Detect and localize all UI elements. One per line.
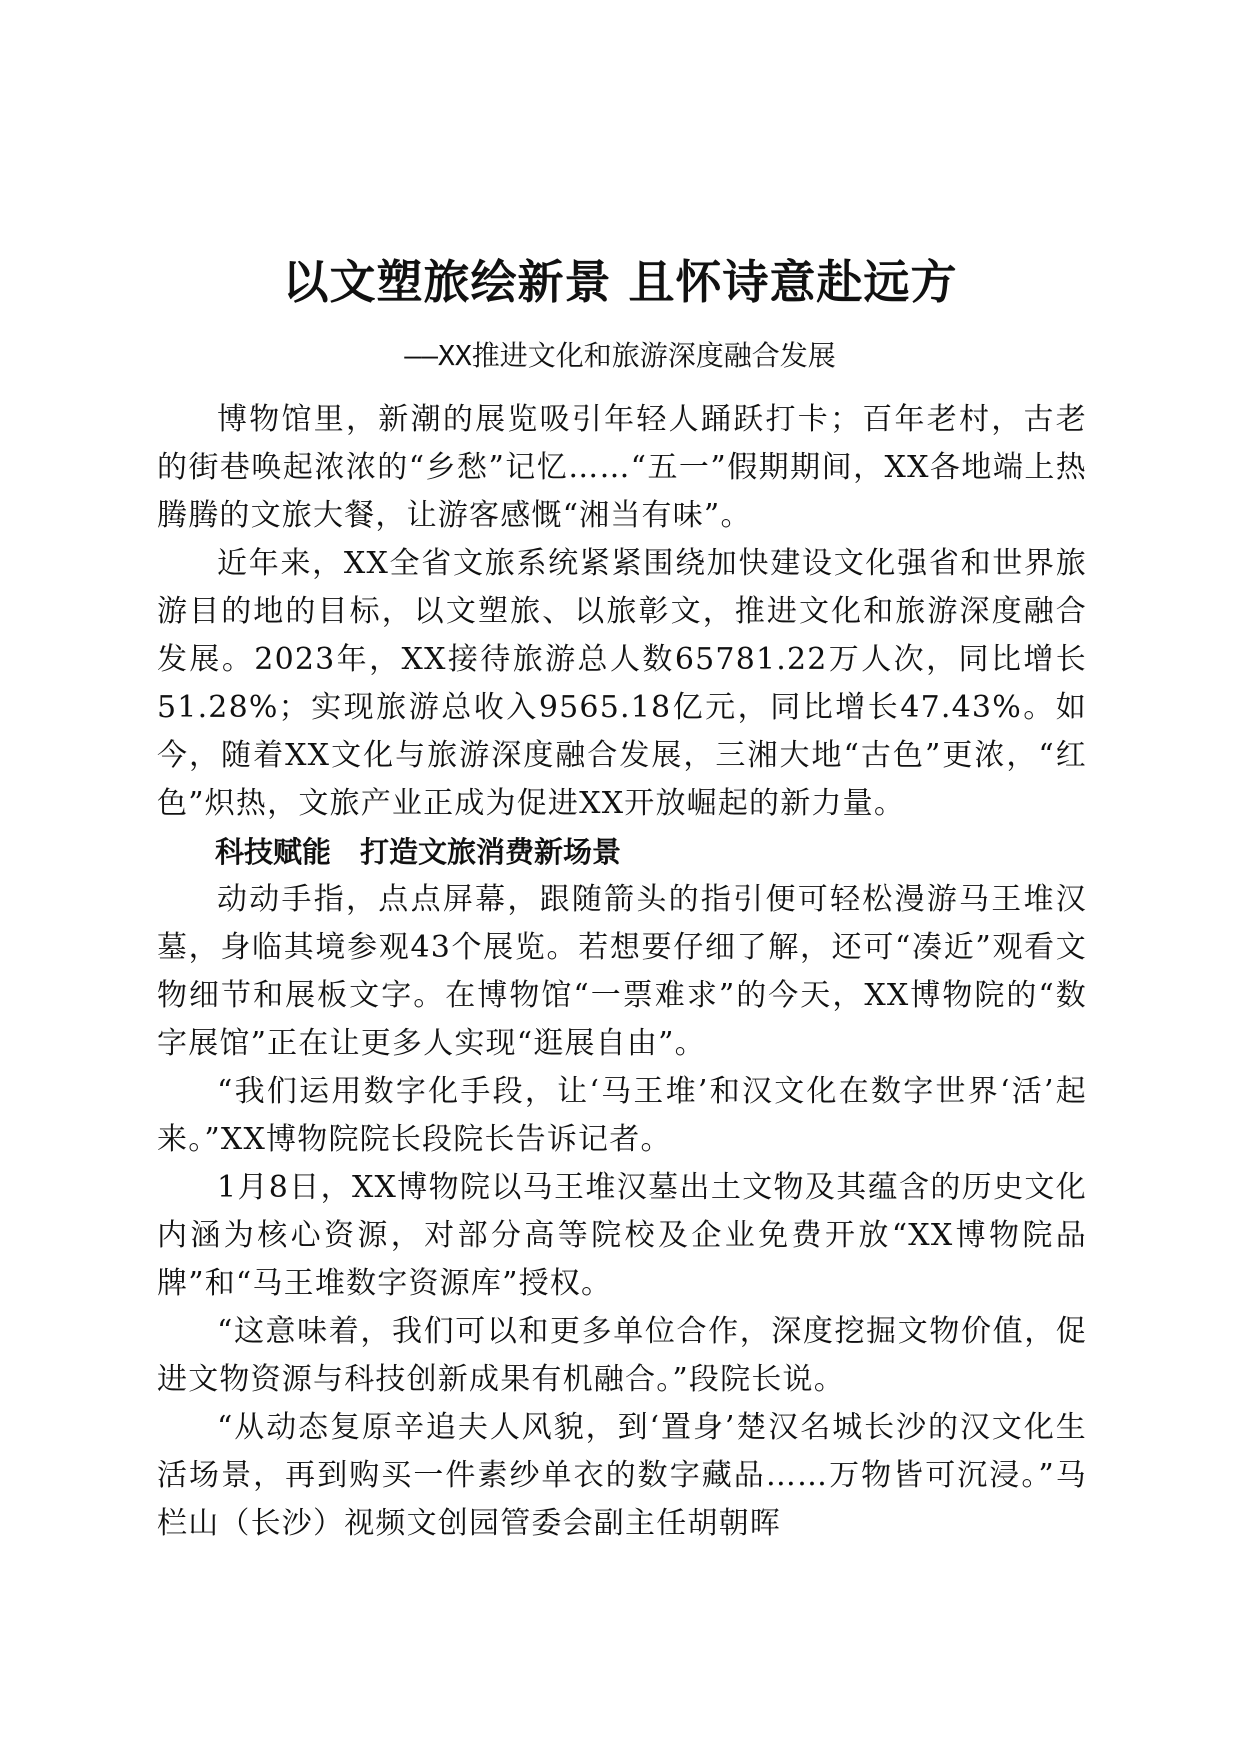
section-heading: 科技赋能 打造文旅消费新场景 bbox=[215, 835, 622, 869]
paragraph: “从动态复原辛追夫人风貌，到‘置身’楚汉名城长沙的汉文化生活场景，再到购买一件素纱单衣的数字藏品……万物皆可沉浸。”马栏山（长沙）视频文创园管委会副主任胡朝晖 bbox=[157, 1410, 1087, 1541]
document-subtitle: ——XX推进文化和旅游深度融合发展 bbox=[404, 339, 836, 372]
paragraph: 1月8日，XX博物院以马王堆汉墓出土文物及其蕴含的历史文化内涵为核心资源，对部分高等院校及企业免费开放“XX博物院品牌”和“马王堆数字资源库”授权。 bbox=[157, 1170, 1087, 1301]
article-body bbox=[157, 396, 1087, 1548]
paragraph: 动动手指，点点屏幕，跟随箭头的指引便可轻松漫游马王堆汉墓，身临其境参观43个展览。若想要仔细了解，还可“凑近”观看文物细节和展板文字。在博物馆“一票难求”的今天，XX博物院的“数字展馆”正在让更多人实现“逛展自由”。 bbox=[157, 882, 1087, 1061]
paragraph: “这意味着，我们可以和更多单位合作，深度挖掘文物价值，促进文物资源与科技创新成果有机融合。”段院长说。 bbox=[157, 1314, 1087, 1397]
paragraph: 博物馆里，新潮的展览吸引年轻人踊跃打卡；百年老村，古老的街巷唤起浓浓的“乡愁”记忆……“五一”假期期间，XX各地端上热腾腾的文旅大餐，让游客感慨“湘当有味”。 bbox=[157, 402, 1087, 533]
document-title: 以文塑旅绘新景 且怀诗意赴远方 bbox=[282, 255, 958, 309]
paragraph: 近年来，XX全省文旅系统紧紧围绕加快建设文化强省和世界旅游目的地的目标，以文塑旅、以旅彰文，推进文化和旅游深度融合发展。2023年，XX接待旅游总人数65781.22万人次，同比增长51.28%；实现旅游总收入9565.18亿元，同比增长47.43%。如今，随着XX文化与旅游深度融合发展，三湘大地“古色”更浓，“红色”炽热，文旅产业正成为促进XX开放崛起的新力量。 bbox=[157, 546, 1087, 821]
paragraph: “我们运用数字化手段，让‘马王堆’和汉文化在数字世界‘活’起来。”XX博物院院长段院长告诉记者。 bbox=[157, 1074, 1087, 1157]
